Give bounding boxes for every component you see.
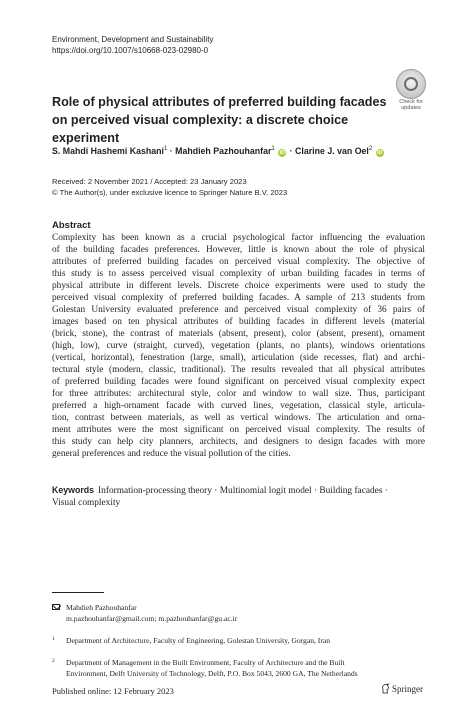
author-affiliation-marker: 2 <box>368 146 373 152</box>
title-line-2: on perceived visual complexity: a discrete choice experiment <box>52 113 349 145</box>
footnote-divider <box>52 592 104 593</box>
keywords <box>52 484 425 509</box>
affiliation-text: Department of Architecture, Faculty of Engineering, Golestan University, Gorgan, Iran <box>66 636 331 645</box>
abstract-line: (high, low), curve (straight, curved), vegetation (plants, no plants), windows orientations <box>52 341 425 351</box>
published-online-date: Published online: 12 February 2023 <box>52 686 174 696</box>
abstract-line: Golestan University evaluated preference and perceived visual complexity of 36 pairs of <box>52 305 425 315</box>
author-name[interactable]: S. Mahdi Hashemi Kashani <box>52 146 164 156</box>
abstract-line: this study is to assess perceived visual complexity of urban building facades in terms of <box>52 269 425 279</box>
abstract-line: ment attributes were the most significant on perceived visual complexity. The results of <box>52 425 425 435</box>
correspondence <box>52 603 237 624</box>
affiliation-2 <box>52 658 358 679</box>
copyright-notice: © The Author(s), under exclusive licence to Springer Nature B.V. 2023 <box>52 187 288 197</box>
abstract-line: tion, contrast between materials, as well as vertical windows. The articulation and orna- <box>52 413 425 423</box>
keywords-line-2: Visual complexity <box>52 498 121 508</box>
journal-doi-link[interactable]: https://doi.org/10.1007/s10668-023-02980-0 <box>52 46 209 55</box>
journal-header <box>52 34 213 56</box>
correspondence-emails[interactable]: m.pazhouhanfar@gmail.com; m.pazhouhanfar@gu.ac.ir <box>66 613 238 623</box>
author-affiliation-marker: 1 <box>271 146 275 152</box>
affiliation-text: Department of Management in the Built Environment, Faculty of Architecture and the Built <box>66 658 345 667</box>
abstract-line: (vertical, horizontal), fenestration (large, small), articulation (side recesses, flat) and archi- <box>52 353 425 363</box>
publisher-name: Springer <box>392 684 423 694</box>
article-dates <box>52 177 287 198</box>
author-name[interactable]: Clarine J. van Oel <box>295 146 369 156</box>
paper-title <box>52 93 402 147</box>
abstract-line: Complexity has been known as a crucial psychological factor influencing the evaluation <box>52 233 425 243</box>
abstract-line: this study can help city planners, architects, and designers to design facades with more <box>52 437 425 447</box>
abstract-line: images based on ten physical attributes of building facades in different levels (material <box>52 317 425 327</box>
abstract-line: perceived visual complexity of preferred building facades. A sample of 213 students from <box>52 293 425 303</box>
correspondence-name: Mahdieh Pazhouhanfar <box>66 603 137 612</box>
abstract-line: attributes of preferred building facades on perceived visual complexity. The objective of <box>52 257 425 267</box>
affiliation-number: 1 <box>52 636 55 642</box>
author-list <box>52 146 385 157</box>
keywords-line-1: Information-processing theory · Multinomial logit model · Building facades · <box>98 486 388 496</box>
abstract-line: tectural style (modern, classic, traditional). The results revealed that all physical attributes <box>52 365 425 375</box>
abstract-line: (brick, stone), the contrast of materials (absent, present), color (absent, present), ornament <box>52 329 425 339</box>
publisher-logo <box>381 683 423 694</box>
abstract-body <box>52 232 425 460</box>
received-accepted-dates: Received: 2 November 2021 / Accepted: 23 January 2023 <box>52 177 247 186</box>
orcid-icon[interactable]: iD <box>376 150 383 156</box>
affiliation-text-cont: Environment, Delft University of Technology, Delft, P.O. Box 5043, 2600 GA, The Netherlands <box>66 668 358 678</box>
title-line-1: Role of physical attributes of preferred building facades <box>52 95 387 109</box>
affiliation-number: 2 <box>52 658 55 664</box>
envelope-icon <box>52 604 60 610</box>
badge-line1: Check for <box>399 99 423 105</box>
badge-line2: updates <box>401 105 421 111</box>
journal-name: Environment, Development and Sustainability <box>52 35 214 44</box>
orcid-icon[interactable]: iD <box>279 150 285 156</box>
abstract-heading: Abstract <box>52 220 91 231</box>
affiliation-1 <box>52 636 330 647</box>
author-separator: · <box>287 146 296 156</box>
abstract-line: of the building facades preferences. However, little is known about the role of physical <box>52 245 425 255</box>
abstract-line: preferred a high-ornament facade with curved lines, vegetation, classical style, articula- <box>52 401 425 411</box>
springer-logo-icon <box>381 683 390 694</box>
keywords-heading: Keywords <box>52 485 95 495</box>
author-name[interactable]: Mahdieh Pazhouhanfar <box>175 146 272 156</box>
abstract-line: general preferences and reduce the visual pollution of the cities. <box>52 449 291 459</box>
author-affiliation-marker: 1 <box>163 146 168 152</box>
author-separator: · <box>167 146 176 156</box>
abstract-line: of preferred building facades were found significant on perceived visual complexity expect <box>52 377 425 387</box>
abstract-line: physical attribute in different levels. Discrete choice experiments were used to study the <box>52 281 425 291</box>
abstract-line: for three attributes: architectural style, color and window to wall size. Thus, participant <box>52 389 425 399</box>
